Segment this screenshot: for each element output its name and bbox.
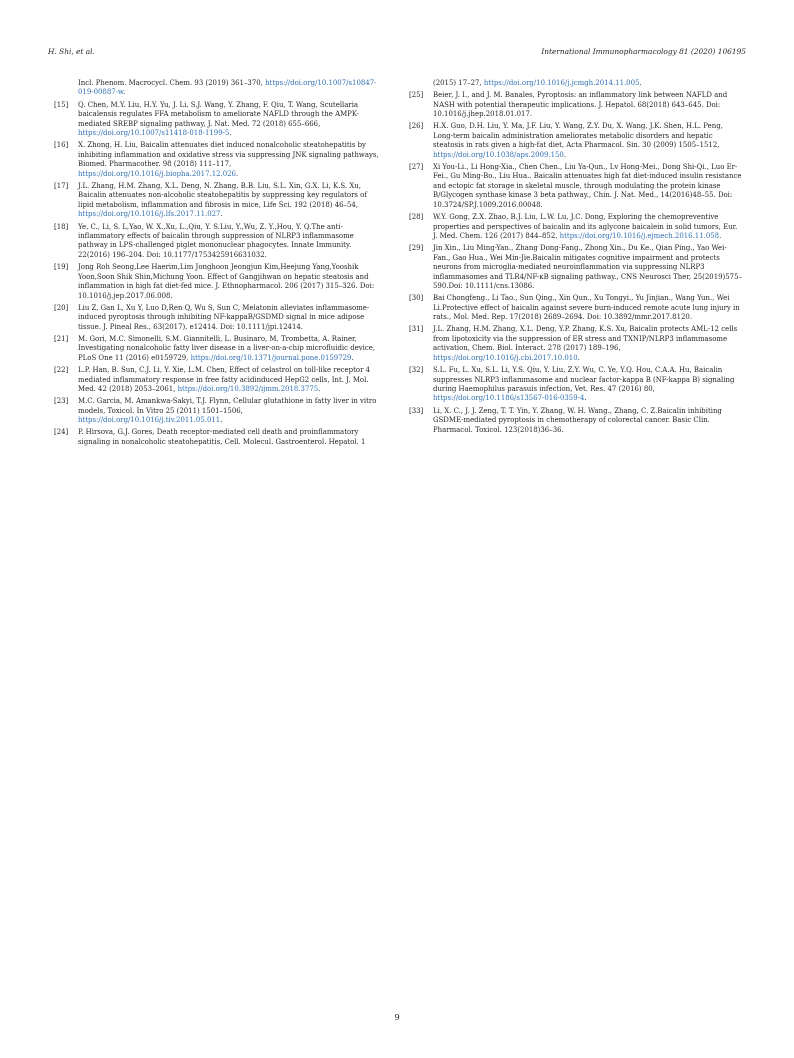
reference-number: [33] — [409, 406, 424, 415]
reference-number: [27] — [409, 163, 424, 172]
reference-text: Bai Chongfeng., Li Tao., Sun Qing., Xin Qun., Xu Tongyi., Yu Jinjian., Wang Yun., Wei Li.Protective effect of baicalin against severe burn-induced remote acute lung injury in rats., Mol. Med. Rep. 17(2018) 2689–2694. Doi: 10.3892/mmr.2017.8120. — [433, 294, 740, 322]
reference-number: [17] — [54, 181, 69, 190]
reference-text: (2015) 17–27, — [433, 79, 484, 87]
doi-link[interactable]: https://doi.org/10.1016/j.biopha.2017.12.026 — [78, 169, 236, 178]
reference-text: Liu Z, Gan L, Xu Y, Luo D,Ren Q, Wu S, Sun C, Melatonin alleviates inflammasome-induced pyroptosis through inhibiting NF-kappaB/GSDMD signal in mice adipose tissue. J. Pineal Res., 63(2017), e12414. Doi: 10.1111/jpi.12414. — [78, 303, 370, 331]
reference-entry — [54, 141, 382, 179]
doi-link[interactable]: https://doi.org/10.1186/s13567-016-0359-4 — [433, 394, 585, 403]
reference-entry — [54, 397, 382, 425]
doi-link[interactable]: https://doi.org/10.1016/j.tiv.2011.05.011 — [78, 416, 221, 425]
reference-entry — [409, 213, 743, 241]
reference-tail: . — [123, 88, 126, 97]
doi-link[interactable]: https://doi.org/10.3892/ijmm.2018.3775 — [177, 384, 319, 393]
reference-entry — [54, 101, 382, 139]
reference-text: M. Gori, M.C. Simonelli, S.M. Giannitelli, L. Businaro, M. Trombetta, A. Rainer, Investigating nonalcoholic fatty liver disease in a liver-on-a-chip microfluidic device, PLoS One 11 (2016) e0159729, — [78, 334, 376, 362]
doi-link[interactable]: https://doi.org/10.1016/j.cbi.2017.10.010 — [433, 353, 578, 362]
reference-entry — [409, 294, 743, 322]
doi-link[interactable]: https://doi.org/10.1016/j.ejmech.2016.11.058 — [559, 231, 720, 240]
reference-number: [24] — [54, 428, 69, 437]
reference-text: Incl. Phenom. Macrocycl. Chem. 93 (2019) 361–370, — [78, 79, 266, 87]
reference-text: S.L. Fu, L. Xu, S.L. Li, Y.S. Qiu, Y. Liu, Z.Y. Wu, C. Ye, Y.Q. Hou, C.A.A. Hu, Baicalin suppresses NLRP3 inflammasome and nuclear factor-kappa B (NF-kappa B) signaling during Haemophilus parasuis infection, Vet. Res. 47 (2016) 80, — [433, 366, 735, 393]
reference-entry — [409, 163, 743, 210]
reference-entry — [409, 91, 743, 119]
reference-entry — [409, 122, 743, 160]
reference-tail: . — [229, 129, 232, 138]
reference-text: H.X. Guo, D.H. Liu, Y. Ma, J.F. Liu, Y. Wang, Z.Y. Du, X. Wang, J.K. Shen, H.L. Peng, Long-term baicalin administration ameliorates metabolic disorders and hepatic steatosis in rats given a high-fat diet, Acta Pharmacol. Sin. 30 (2009) 1505–1512, — [433, 122, 723, 150]
doi-link[interactable]: https://doi.org/10.1016/j.lfs.2017.11.027 — [78, 210, 221, 219]
reference-tail: . — [220, 210, 223, 219]
doi-link[interactable]: https://doi.org/10.1007/s11418-018-1199-5 — [78, 129, 230, 138]
reference-number: [30] — [409, 294, 424, 303]
reference-tail: . — [351, 353, 354, 362]
reference-tail: . — [584, 394, 587, 403]
reference-tail: . — [577, 353, 580, 362]
reference-text: P. Hirsova, G.J. Gores, Death receptor-mediated cell death and proinflammatory signaling in nonalcoholic steatohepatitis, Cell. Molecul. Gastroenterol. Hepatol. 1 — [78, 428, 366, 446]
reference-number: [25] — [409, 91, 424, 100]
reference-number: [26] — [409, 122, 424, 131]
reference-number: [29] — [409, 244, 424, 253]
reference-text: W.Y. Gong, Z.X. Zhao, B.J. Liu, L.W. Lu, J.C. Dong, Exploring the chemopreventive properties and perspectives of baicalin and its aglycone baicalein in solid tumors, Eur. J. Med. Chem. 126 (2017) 844–852, — [433, 213, 738, 240]
reference-number: [20] — [54, 303, 69, 312]
header-authors: H. Shi, et al. — [48, 47, 95, 56]
reference-entry — [409, 325, 743, 363]
references-left-column — [54, 79, 382, 450]
reference-text: Ye, C., Li, S. L,Yao, W. X.,Xu, L.,Qiu, Y. S.Liu, Y.,Wu, Z. Y.,Hou, Y. Q.The anti-inflammatory effects of baicalin through suppression of NLRP3 inflammasome pathway in LPS-challenged piglet mononuclear phagocytes. Innate Immunity. 22(2016) 196–204. Doi: 10.1177/1753425916631032. — [78, 222, 354, 259]
reference-continuation — [54, 79, 382, 98]
page-number: 9 — [394, 1013, 400, 1022]
reference-text: X. Zhong, H. Liu, Baicalin attenuates diet induced nonalcoholic steatohepatitis by inhibiting inflammation and oxidative stress via suppressing JNK signaling pathways, Biomed. Pharmacother. 98 (2018) 111–117, — [78, 141, 379, 169]
reference-tail: . — [235, 169, 239, 178]
doi-link[interactable]: https://doi.org/10.1371/journal.pone.0159729 — [190, 353, 352, 362]
reference-number: [18] — [54, 222, 69, 231]
reference-text: Xi You-Li., Li Hong-Xia., Chen Chen., Liu Ya-Qun., Lv Hong-Mei., Dong Shi-Qi., Luo Er-Fei., Gu Ming-Bo., Liu Hua.. Baicalin attenuates high fat diet-induced insulin resistance and ectopic fat storage in skeletal muscle, through modulating the protein kinase B/Glycogen synthase kinase 3 beta pathway., Chin. J. Nat. Med., 14(2016)48–55. Doi: 10.3724/SP.J.1009.2016.00048. — [433, 163, 742, 209]
reference-entry — [54, 223, 382, 261]
reference-number: [32] — [409, 366, 424, 375]
reference-tail: . — [563, 150, 567, 159]
doi-link[interactable]: https://doi.org/10.1007/s10847-019-00887-w — [78, 79, 377, 97]
reference-tail: . — [719, 231, 722, 240]
reference-text: L.P. Han, B. Sun, C.J. Li, Y. Xie, L.M. Chen, Effect of celastrol on toll-like receptor 4 mediated inflammatory response in free fatty acidinduced HepG2 cells, Int. J. Mol. Med. 42 (2018) 2053–2061, — [78, 366, 371, 393]
reference-number: [15] — [54, 100, 69, 109]
reference-text: Beier, J. I., and J. M. Banales, Pyroptosis: an inflammatory link between NAFLD and NASH with potential therapeutic implications. J. Hepatol. 68(2018) 643–645. Doi: 10.1016/j.jhep.2018.01.017. — [433, 91, 728, 119]
reference-number: [23] — [54, 397, 69, 406]
reference-entry — [409, 366, 743, 404]
reference-entry — [409, 244, 743, 291]
reference-entry — [54, 428, 382, 447]
reference-text: Li, X. C., J. J. Zeng, T. T. Yin, Y. Zhang, W. H. Wang., Zhang, C. Z.Baicalin inhibiting GSDME-mediated pyroptosis in chemotherapy of colorectal cancer. Basic Clin. Pharmacol. Toxicol. 123(2018)36–36. — [433, 406, 722, 434]
reference-entry — [409, 407, 743, 435]
reference-entry — [54, 335, 382, 363]
doi-link[interactable]: https://doi.org/10.1038/aps.2009.150 — [433, 150, 564, 159]
reference-tail: . — [318, 384, 321, 393]
reference-number: [22] — [54, 366, 69, 375]
reference-number: [16] — [54, 141, 69, 150]
reference-entry — [54, 366, 382, 394]
reference-text: Jin Xin., Liu Ming-Yan., Zhang Dong-Fang., Zhong Xin., Du Ke., Qian Ping., Yao Wei-Fan., Gao Hua., Wei Min-Jie.Baicalin mitigates cognitive impairment and protects neurons from microglia-mediated neuroinflammation via suppressing NLRP3 inflammasomes and TLR4/NF-κB signaling pathway., CNS Neurosci Ther, 25(2019)575–590.Doi: 10.1111/cns.13086. — [433, 244, 742, 291]
reference-entry — [54, 182, 382, 220]
reference-text: Q. Chen, M.Y. Liu, H.Y. Yu, J. Li, S.J. Wang, Y. Zhang, F. Qiu, T. Wang, Scutellaria baicalensis regulates FFA metabolism to ameliorate NAFLD through the AMPK-mediated SREBP signaling pathway, J. Nat. Med. 72 (2018) 655–666, — [78, 100, 359, 128]
reference-entry — [54, 263, 382, 301]
reference-number: [19] — [54, 263, 69, 272]
doi-link[interactable]: https://doi.org/10.1016/j.jcmgh.2014.11.005 — [483, 79, 640, 87]
running-header — [48, 47, 746, 61]
reference-number: [28] — [409, 213, 424, 222]
reference-tail: . — [220, 416, 223, 425]
reference-continuation — [409, 79, 743, 88]
reference-number: [21] — [54, 334, 69, 343]
reference-text: J.L. Zhang, H.M. Zhang, X.L. Deng, Y.P. Zhang, K.S. Xu, Baicalin protects AML-12 cells from lipotoxicity via the suppression of ER stress and TXNIP/NLRP3 inflammasome activation, Chem. Biol. Interact. 278 (2017) 189–196, — [433, 325, 738, 353]
reference-tail: . — [639, 79, 642, 87]
reference-text: M.C. Garcia, M. Amankwa-Sakyi, T.J. Flynn, Cellular glutathione in fatty liver in vitro models, Toxicol. In Vitro 25 (2011) 1501–1506, — [78, 397, 377, 415]
header-journal: International Immunopharmacology 81 (2020) 106195 — [541, 47, 746, 56]
reference-text: Jong Roh Seong,Lee Haerim,Lim Jonghoon Jeongjun Kim,Heejung Yang,Yooshik Yoon,Soon Shik Shin,Michung Yoon. Effect of Gangjihwan on hepatic steatosis and inflammation in high fat diet-fed mice. J. Ethnopharmacol. 206 (2017) 315–326. Doi: 10.1016/j.jep.2017.06.008. — [78, 263, 375, 300]
reference-entry — [54, 304, 382, 332]
reference-text: J.L. Zhang, H.M. Zhang, X.L. Deng, N. Zhang, B.B. Liu, S.L. Xin, G.X. Li, K.S. Xu, Baicalin attenuates non-alcoholic steatohepatitis by suppressing key regulators of lipid metabolism, inflammation and fibrosis in mice, Life Sci. 192 (2018) 46–54, — [78, 181, 367, 209]
reference-number: [31] — [409, 325, 424, 334]
references-right-column — [409, 79, 743, 438]
